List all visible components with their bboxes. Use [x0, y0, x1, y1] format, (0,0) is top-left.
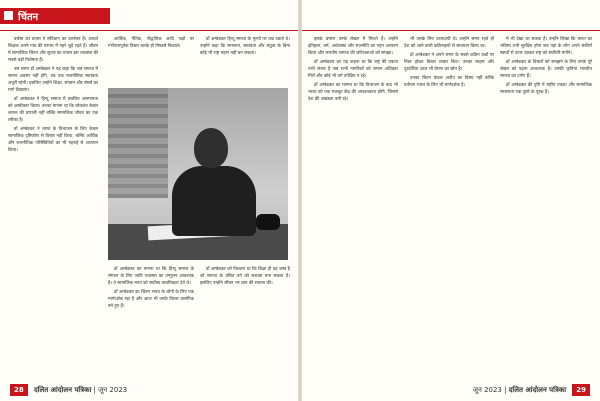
page-number: 28 [10, 384, 28, 396]
left-column-3-bottom [200, 266, 290, 378]
header-rule [0, 30, 298, 31]
paragraph: डॉ अम्बेडकर ने भारत के विभाजन के लिए केवल सामाजिक दृष्टिकोण से विचार नहीं किया, बल्कि आर्थिक और राजनीतिक परिस्थितियों का भी गहराई से अध्ययन किया। [8, 127, 98, 153]
paragraph: डॉ अम्बेडकर का यह कहना था कि राष्ट्र की एकता तभी संभव है जब सभी नागरिकों को समान अधिकार मिलें और कोई भी वर्ग उपेक्षित न रहे। [308, 60, 398, 79]
separator: | [504, 386, 509, 394]
paragraph: भी उसके लिए उत्तरदायी थे। उन्होंने समय रहते ही देश को आने वाली कठिनाइयों से सावधान किया था। [404, 37, 494, 49]
paragraph: डॉ अम्बेडकर ने अपने समय के सबसे कठिन प्रश्नों पर निडर होकर विचार व्यक्त किए। उनका साहस और दूरदर्शिता आज भी प्रेरणा का स्रोत है। [404, 53, 494, 72]
issue-date: जून 2023 [472, 386, 502, 394]
right-column-3 [500, 36, 592, 376]
section-label: चिंतन [18, 12, 39, 23]
paragraph: आर्थिक, नैतिक, सैद्धांतिक आदि पक्षों पर गंभीरतापूर्वक विचार करके ही निष्कर्ष निकाले। [108, 37, 194, 49]
paragraph: डॉ अम्बेडकर को विश्वास था कि शिक्षा ही वह शस्त्र है जो समाज के वंचित वर्ग को सशक्त बना सकता है। इसलिए उन्होंने जीवन भर ज्ञान की साधना की। [200, 267, 290, 286]
person-figure [172, 166, 256, 236]
paragraph: डॉ अम्बेडकर ने हिन्दू समाज में प्रचलित असमानता को अस्वीकार किया। उनका मानना था कि लोकतंत्र केवल शासन की प्रणाली नहीं बल्कि सामाजिक जीवन का एक तरीका है। [8, 97, 98, 123]
left-page [0, 0, 298, 401]
separator: | [93, 386, 99, 394]
left-column-2-bottom [108, 266, 194, 378]
right-footer [473, 384, 594, 396]
paragraph: डॉ अम्बेडकर का मानना था कि हिन्दू समाज के संगठन के लिए जाति व्यवस्था का उन्मूलन आवश्यक है। वे सामाजिक न्याय को सर्वोच्च प्राथमिकता देते थे। [108, 267, 194, 286]
header-rule [302, 30, 600, 31]
right-column-1 [308, 36, 398, 376]
paragraph: उनका चिंतन केवल अतीत का विषय नहीं बल्कि वर्तमान भारत के लिए भी मार्गदर्शक है। [404, 76, 494, 88]
magazine-name: दलित आंदोलन पत्रिका [33, 386, 92, 394]
left-footer [6, 384, 127, 396]
right-column-2 [404, 36, 494, 376]
right-page [302, 0, 600, 401]
paragraph: डॉ अम्बेडकर की दृष्टि में राष्ट्रीय एकता और सामाजिक समरसता एक दूसरे के पूरक हैं। [500, 83, 592, 95]
paragraph: में भी देखा जा सकता है। उन्होंने लिखा कि भारत का भविष्य तभी सुरक्षित होगा जब यहां के लोग अपने संकीर्ण स्वार्थों से ऊपर उठकर राष्ट्र को सर्वोपरि मानेंगे। [500, 37, 592, 56]
article-photo [108, 88, 288, 260]
left-column-2-top [108, 36, 194, 84]
left-column-3-top [200, 36, 290, 84]
paragraph: डॉ अम्बेडकर का मानना था कि विभाजन के बाद भी भारत को एक मजबूत केंद्र की आवश्यकता होगी, जिससे देश की अखंडता बनी रहे। [308, 83, 398, 102]
paragraph: उस समय डॉ अम्बेडकर ने यह कहा कि जब समाज में समान अवसर नहीं होंगे, तब तक राजनीतिक स्वतंत्रता अधूरी रहेगी। इसलिए उन्होंने शिक्षा, संगठन और संघर्ष का मार्ग दिखाया। [8, 67, 98, 93]
person-head [194, 128, 228, 168]
section-tag [0, 8, 110, 24]
page-number: 29 [572, 384, 590, 396]
magazine-name: दलित आंदोलन पत्रिका [508, 386, 567, 394]
issue-date: जून 2023 [98, 386, 128, 394]
telephone-icon [256, 214, 280, 230]
bookshelf [108, 88, 168, 198]
paragraph: डॉ अम्बेडकर का चिंतन भारत के लोगों के लिए एक मार्गदर्शक रहा है और आज भी उनके विचार प्रासंगिक बने हुए हैं। [108, 290, 194, 309]
paragraph: इसके प्रमाण उनके लेखन में मिलते हैं। उन्होंने इतिहास, धर्म, अर्थशास्त्र और राजनीति का गहन अध्ययन किया और भारतीय समाज की जटिलताओं को समझा। [308, 37, 398, 56]
paragraph: वर्चस्व का प्रयास ये संविधान का उल्लंघन है। आदर्श शिक्षक अपने गांव की परंपरा में गहरे जुड़े रहते हैं। जीवन में सामाजिक चिंतन और सुधार का प्रयास इस व्यवस्था की सबसे बड़ी विशेषता है। [8, 37, 98, 63]
paragraph: डॉ अम्बेडकर हिन्दू समाज के मूल्यों पर प्रश्न उठाते थे। उन्होंने कहा कि समानता, स्वतंत्रता और बंधुत्व के बिना कोई भी राष्ट्र महान नहीं बन सकता। [200, 37, 290, 56]
square-icon [4, 11, 13, 20]
paragraph: डॉ अम्बेडकर के विचारों को समझने के लिए उनके पूरे लेखन को पढ़ना आवश्यक है। उनकी कृतियां भारतीय समाज का दर्पण हैं। [500, 60, 592, 79]
left-column-1 [8, 36, 98, 376]
